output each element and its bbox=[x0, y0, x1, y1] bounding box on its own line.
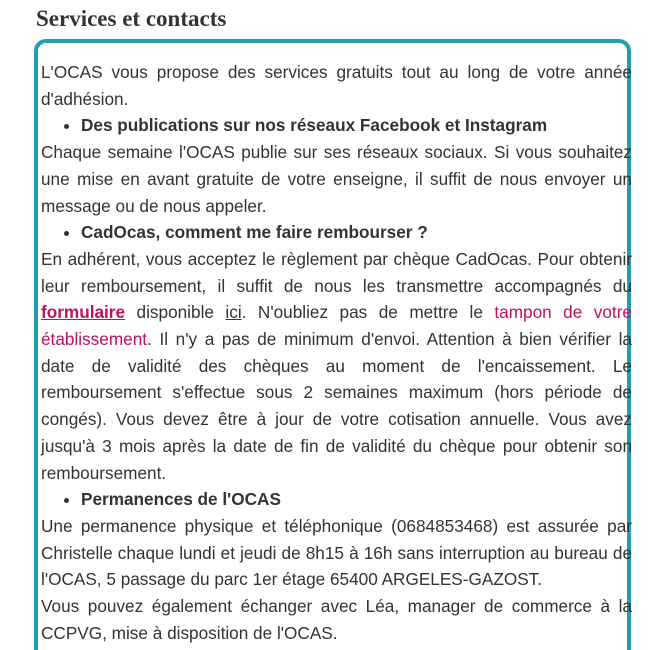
cadocas-heading: • CadOcas, comment me faire rembourser ? bbox=[81, 219, 632, 246]
services-content bbox=[41, 59, 632, 646]
cadocas-text-part-3: . N'oubliez pas de mettre le bbox=[241, 302, 495, 323]
permanences-list bbox=[41, 486, 632, 513]
stamp-highlight: tampon de votre établissement bbox=[41, 302, 632, 350]
permanences-paragraph-1: Une permanence physique et téléphonique (0684853468) est assurée par Christelle chaque lundi et jeudi de 8h15 à 16h sans interruption au bureau de l'OCAS, 5 passage du parc 1er étage 65400 ARGELES-GAZOST. bbox=[41, 515, 632, 590]
permanences-heading: • Permanences de l'OCAS bbox=[81, 486, 632, 513]
cadocas-text-part-1: En adhérent, vous acceptez le règlement par chèque CadOcas. Pour obtenir leur remboursement, il suffit de nous les transmettre accompagnés du bbox=[41, 248, 632, 296]
publications-list bbox=[41, 112, 632, 139]
cadocas-text-part-2: disponible bbox=[125, 302, 226, 323]
cadocas-paragraph bbox=[41, 246, 632, 486]
publications-heading: • Des publications sur nos réseaux Facebook et Instagram bbox=[81, 112, 632, 139]
intro-paragraph: L'OCAS vous propose des services gratuits tout au long de votre année d'adhésion. bbox=[41, 62, 632, 109]
publications-paragraph: Chaque semaine l'OCAS publie sur ses réseaux sociaux. Si vous souhaitez une mise en avant gratuite de votre enseigne, il suffit de nous envoyer un message ou de nous appeler. bbox=[41, 142, 632, 216]
permanences-paragraph-2: Vous pouvez également échanger avec Léa, manager de commerce à la CCPVG, mise à disposition de l'OCAS. bbox=[41, 596, 632, 643]
page-title: Services et contacts bbox=[36, 6, 227, 31]
cadocas-list bbox=[41, 219, 632, 246]
here-link[interactable]: ici bbox=[225, 302, 242, 323]
cadocas-text-part-4: . Il n'y a pas de minimum d'envoi. Attention à bien vérifier la date de validité des chèques au moment de l'encaissement. Le remboursement s'effectue sous 2 semaines maximum (hors période de congés). Vous devez être à jour de votre cotisation annuelle. Vous avez jusqu'à 3 mois après la date de fin de validité du chèque pour obtenir son remboursement. bbox=[41, 329, 632, 483]
form-link[interactable]: formulaire bbox=[41, 302, 126, 323]
